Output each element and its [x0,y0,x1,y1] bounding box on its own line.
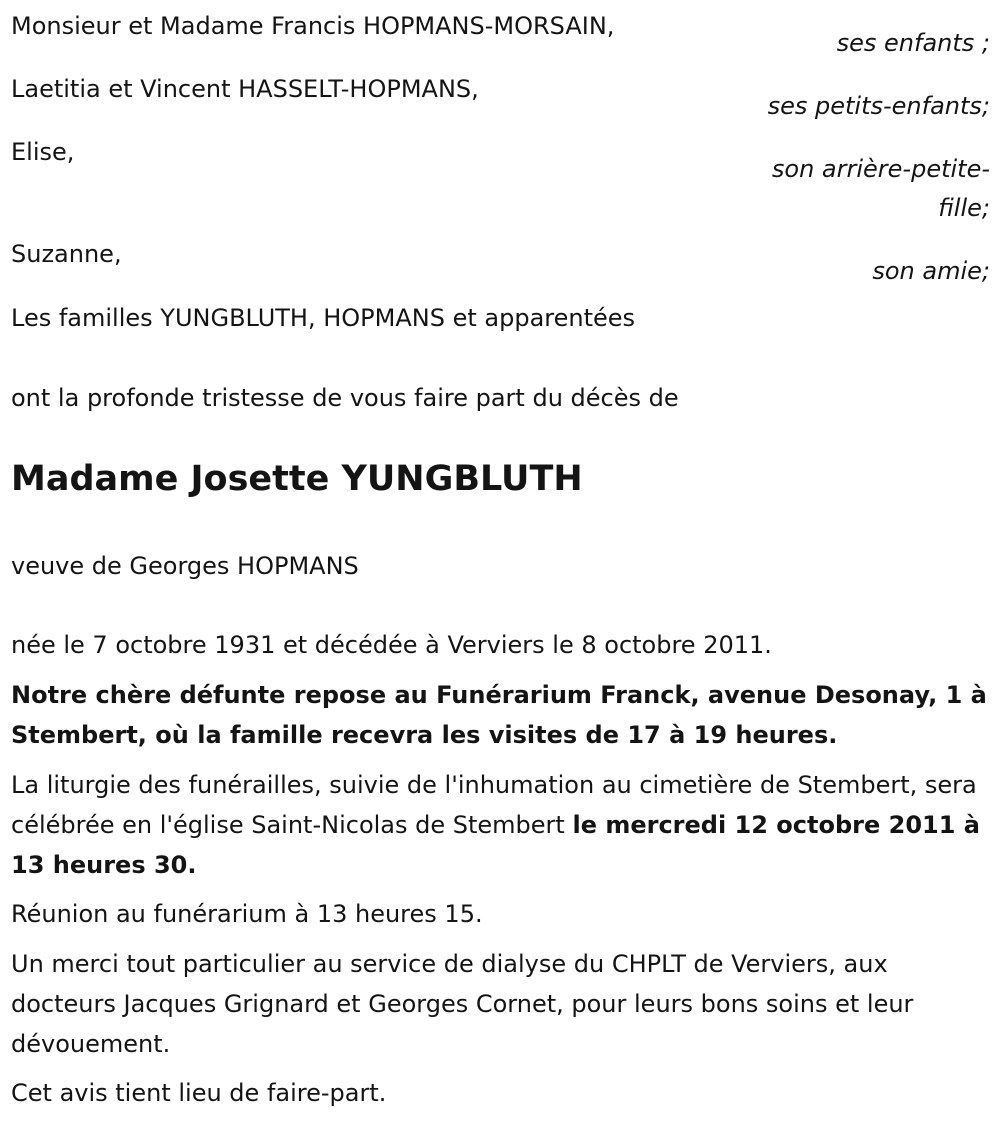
thanks-paragraph: Un merci tout particulier au service de dialyse du CHPLT de Verviers, aux docteurs Jacques Grignard et Georges Cornet, pour leurs bons soins et leur dévouement. [11,950,914,1058]
deceased-name: Madame Josette YUNGBLUTH [11,459,583,499]
family-member-name: Les familles YUNGBLUTH, HOPMANS et apparentées [11,304,636,332]
family-member-name: Laetitia et Vincent HASSELT-HOPMANS, [11,75,479,103]
family-entry [11,234,990,285]
funerarium-notice: Notre chère défunte repose au Funérarium Franck, avenue Desonay, 1 à Stembert, où la famille recevra les visites de 17 à 19 heures. [11,681,987,749]
reunion-line: Réunion au funérarium à 13 heures 15. [11,900,483,928]
birth-death-line: née le 7 octobre 1931 et décédée à Verviers le 8 octobre 2011. [11,631,772,659]
family-entry [11,69,990,120]
liturgy-paragraph [11,765,990,885]
widow-line: veuve de Georges HOPMANS [11,552,359,580]
liturgy-text: La liturgie des funérailles, suivie de l'inhumation au cimetière de Stembert, sera célébrée en l'église Saint-Nicolas de Stembert [11,771,977,839]
family-list [11,0,990,345]
family-member-name: Monsieur et Madame Francis HOPMANS-MORSAIN, [11,12,615,40]
family-entry [11,298,990,338]
liturgy-date-time: le mercredi 12 octobre 2011 à 13 heures 30. [11,811,980,879]
family-member-name: Suzanne, [11,240,122,268]
notice-line: Cet avis tient lieu de faire-part. [11,1079,387,1107]
family-relation: ses petits-enfants; [767,92,990,120]
family-relation: son amie; [872,257,990,285]
family-relation: ses enfants ; [836,29,990,57]
family-entry [11,132,990,222]
family-entry [11,6,990,57]
announcement-text: ont la profonde tristesse de vous faire part du décès de [11,384,679,412]
family-relation: son arrière-petite-fille; [771,155,990,222]
family-member-name: Elise, [11,138,75,166]
